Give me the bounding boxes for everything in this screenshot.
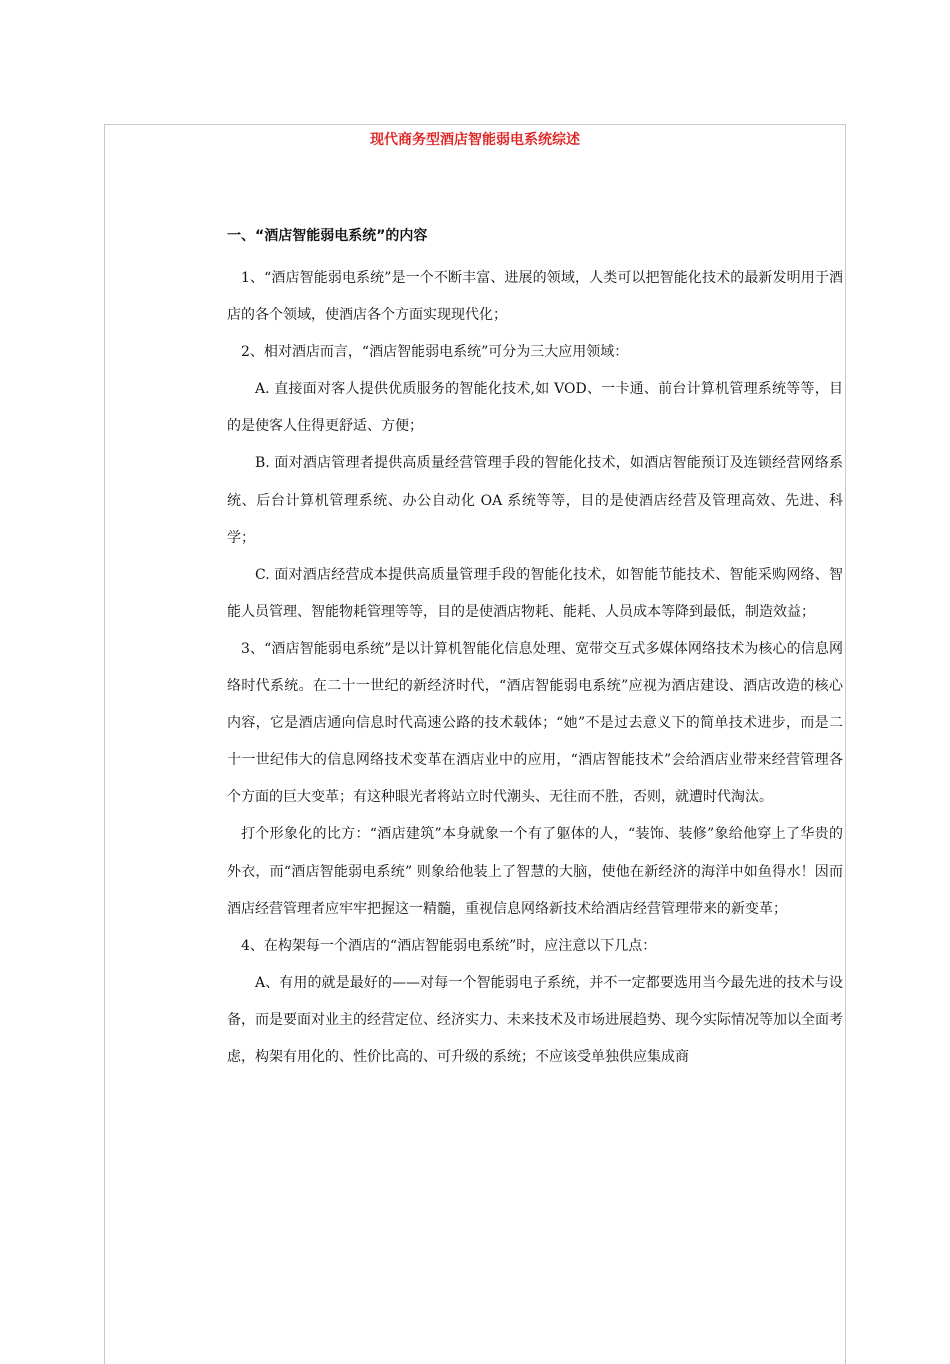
paragraph-1: 1、“酒店智能弱电系统”是一个不断丰富、进展的领域，人类可以把智能化技术的最新发明用于酒店的各个领域，使酒店各个方面实现现代化；	[227, 270, 843, 324]
section-heading: 一、“酒店智能弱电系统”的内容	[227, 228, 428, 244]
document-body	[227, 225, 843, 1076]
paragraph-2b: B. 面对酒店管理者提供高质量经营管理手段的智能化技术，如酒店智能预订及连锁经营网络系统、后台计算机管理系统、办公自动化 OA 系统等等，目的是使酒店经营及管理高效、先进、科学；	[227, 455, 843, 546]
paragraph-analogy: 打个形象化的比方：“酒店建筑”本身就象一个有了躯体的人，“装饰、装修”象给他穿上了华贵的外衣，而“酒店智能弱电系统” 则象给他装上了智慧的大脑，使他在新经济的海洋中如鱼得水！因而酒店经营管理者应牢牢把握这一精髓，重视信息网络新技术给酒店经营管理带来的新变革；	[227, 826, 843, 917]
paragraph-3: 3、“酒店智能弱电系统”是以计算机智能化信息处理、宽带交互式多媒体网络技术为核心的信息网络时代系统。在二十一世纪的新经济时代，“酒店智能弱电系统”应视为酒店建设、酒店改造的核心内容，它是酒店通向信息时代高速公路的技术载体；“她”不是过去意义下的简单技术进步，而是二十一世纪伟大的信息网络技术变革在酒店业中的应用，“酒店智能技术”会给酒店业带来经营管理各个方面的巨大变革；有这种眼光者将站立时代潮头、无往而不胜，否则，就遭时代淘汰。	[227, 640, 843, 806]
paragraph-4: 4、在构架每一个酒店的“酒店智能弱电系统”时，应注意以下几点：	[241, 937, 657, 954]
paragraph-4a: A、有用的就是最好的——对每一个智能弱电子系统，并不一定都要选用当今最先进的技术与设备，而是要面对业主的经营定位、经济实力、未来技术及市场进展趋势、现今实际情况等加以全面考虑，构架有用化的、性价比高的、可升级的系统；不应该受单独供应集成商	[227, 974, 843, 1065]
paragraph-2c: C. 面对酒店经营成本提供高质量管理手段的智能化技术，如智能节能技术、智能采购网络、智能人员管理、智能物耗管理等等，目的是使酒店物耗、能耗、人员成本等降到最低，制造效益；	[227, 566, 843, 620]
paragraph-2a: A. 直接面对客人提供优质服务的智能化技术,如 VOD、一卡通、前台计算机管理系统等等，目的是使客人住得更舒适、方便；	[227, 381, 843, 435]
document-title: 现代商务型酒店智能弱电系统综述	[370, 132, 580, 148]
paragraph-2: 2、相对酒店而言，“酒店智能弱电系统”可分为三大应用领域：	[241, 344, 629, 361]
